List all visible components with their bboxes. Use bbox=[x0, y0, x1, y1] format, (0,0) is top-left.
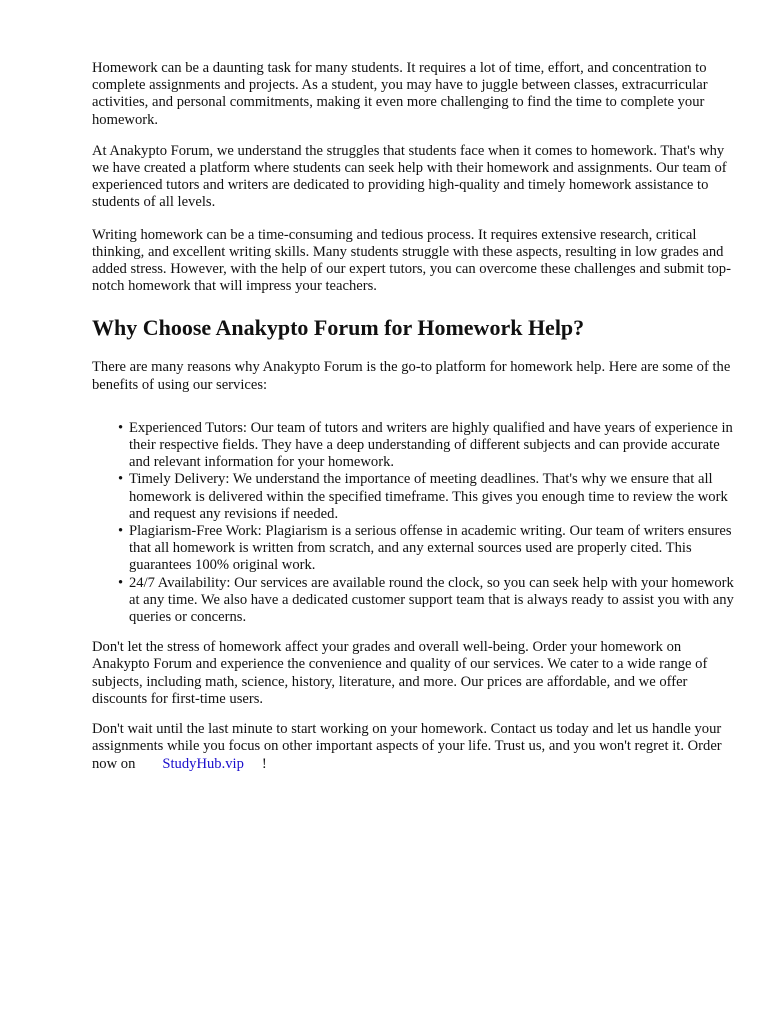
order-paragraph: Don't let the stress of homework affect your grades and overall well-being. Order your homework on Anakypto Forum and experience the convenience and quality of our services. We cater to a wide range of subjects, including math, science, history, literature, and more. Our prices are affordable, and we offer discounts for first-time users. bbox=[92, 639, 708, 707]
intro-paragraph: Homework can be a daunting task for many students. It requires a lot of time, effort, and concentration to complete assignments and projects. As a student, you may have to juggle between classes, extracurricular activities, and personal commitments, making it even more challenging to find the time to complete your homework. bbox=[92, 60, 708, 128]
list-item bbox=[118, 574, 737, 627]
studyhub-link[interactable]: StudyHub.vip bbox=[162, 755, 244, 772]
document-page bbox=[92, 60, 737, 786]
bullet-icon: • bbox=[118, 574, 124, 591]
list-item bbox=[118, 419, 737, 472]
about-paragraph: At Anakypto Forum, we understand the struggles that students face when it comes to homework. That's why we have created a platform where students can seek help with their homework and assignments. Our team of experienced tutors and writers are dedicated to providing high-quality and timely homework assistance to students of all levels. bbox=[92, 142, 727, 211]
benefits-intro-paragraph: There are many reasons why Anakypto Forum is the go-to platform for homework help. Here are some of the benefits of using our services: bbox=[92, 359, 731, 393]
list-item bbox=[118, 471, 737, 523]
challenges-paragraph: Writing homework can be a time-consuming and tedious process. It requires extensive research, critical thinking, and excellent writing skills. Many students struggle with these aspects, resulting in low grades and added stress. However, with the help of our expert tutors, you can overcome these challenges and submit top-notch homework that will impress your teachers. bbox=[92, 226, 731, 295]
closing-text: Don't wait until the last minute to start working on your homework. Contact us today and let us handle your assignments while you focus on other important aspects of your life. Trust us, and you won't regret it. Order now on bbox=[92, 721, 722, 772]
section-heading: Why Choose Anakypto Forum for Homework Help? bbox=[92, 315, 585, 341]
benefits-list bbox=[92, 420, 737, 626]
list-item bbox=[118, 523, 737, 575]
list-item-text: 24/7 Availability: Our services are available round the clock, so you can seek help with your homework at any time. We also have a dedicated customer support team that is always ready to assist you with any queries or concerns. bbox=[129, 574, 734, 626]
list-item-text: Timely Delivery: We understand the importance of meeting deadlines. That's why we ensure that all homework is delivered within the specified timeframe. This gives you enough time to review the work and request any revisions if needed. bbox=[129, 471, 728, 522]
closing-paragraph bbox=[92, 721, 737, 773]
list-item-text: Plagiarism-Free Work: Plagiarism is a serious offense in academic writing. Our team of writers ensures that all homework is written from scratch, and any external sources used are properly cited. This guarantees 100% original work. bbox=[129, 523, 732, 574]
closing-exclamation: ! bbox=[261, 755, 267, 772]
bullet-icon: • bbox=[118, 471, 124, 488]
list-item-text: Experienced Tutors: Our team of tutors and writers are highly qualified and have years of experience in their respective fields. They have a deep understanding of different subjects and can provide accurate and relevant information for your homework. bbox=[129, 419, 733, 471]
bullet-icon: • bbox=[118, 419, 124, 436]
bullet-icon: • bbox=[118, 523, 124, 540]
